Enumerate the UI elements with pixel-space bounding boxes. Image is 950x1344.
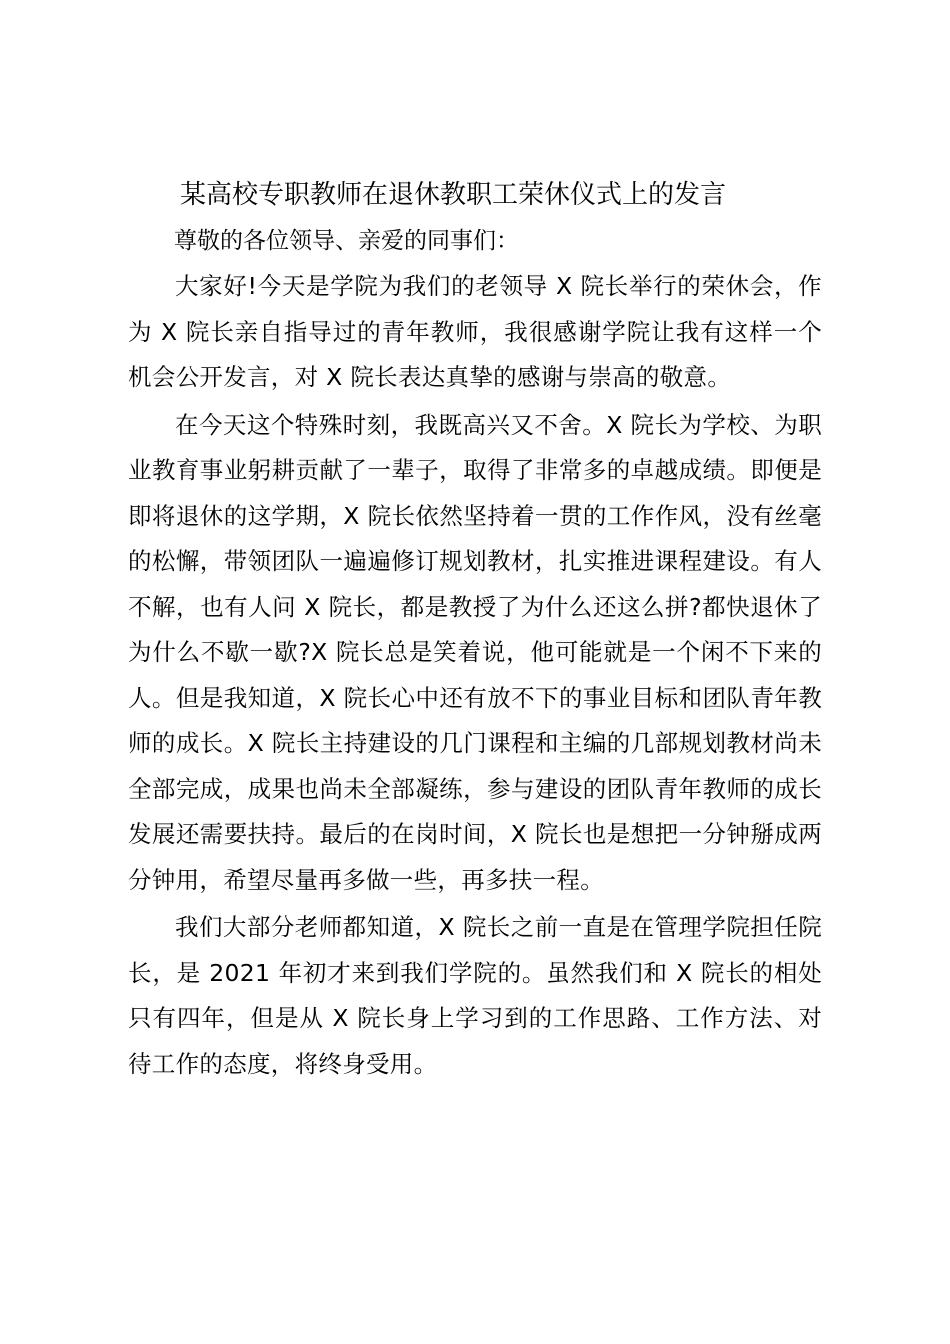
paragraph-2: 在今天这个特殊时刻，我既高兴又不舍。X 院长为学校、为职业教育事业躬耕贡献了一辈子，取得了非常多的卓越成绩。即便是即将退休的这学期，X 院长依然坚持着一贯的工作作风，没有丝毫的松懈，带领团队一遍遍修订规划教材，扎实推进课程建设。有人不解，也有人问 X 院长，都是教授了为什么还这么拼?都快退休了为什么不歇一歇?X 院长总是笑着说，他可能就是一个闲不下来的人。但是我知道，X 院长心中还有放不下的事业目标和团队青年教师的成长。X 院长主持建设的几门课程和主编的几部规划教材尚未全部完成，成果也尚未全部凝练，参与建设的团队青年教师的成长发展还需要扶持。最后的在岗时间，X 院长也是想把一分钟掰成两分钟用，希望尽量再多做一些，再多扶一程。 [128, 410, 822, 894]
paragraph-3: 我们大部分老师都知道，X 院长之前一直是在管理学院担任院长，是 2021 年初才来到我们学院的。虽然我们和 X 院长的相处只有四年，但是从 X 院长身上学习到的工作思路、工作方法、对待工作的态度，将终身受用。 [128, 913, 822, 1078]
document-title: 某高校专职教师在退休教职工荣休仪式上的发言 [180, 180, 727, 210]
document-page [128, 172, 822, 1087]
salutation: 尊敬的各位领导、亲爱的同事们： [174, 228, 519, 254]
paragraph-1: 大家好!今天是学院为我们的老领导 X 院长举行的荣休会，作为 X 院长亲自指导过的青年教师，我很感谢学院让我有这样一个机会公开发言，对 X 院长表达真挚的感谢与崇高的敬意。 [128, 272, 822, 391]
